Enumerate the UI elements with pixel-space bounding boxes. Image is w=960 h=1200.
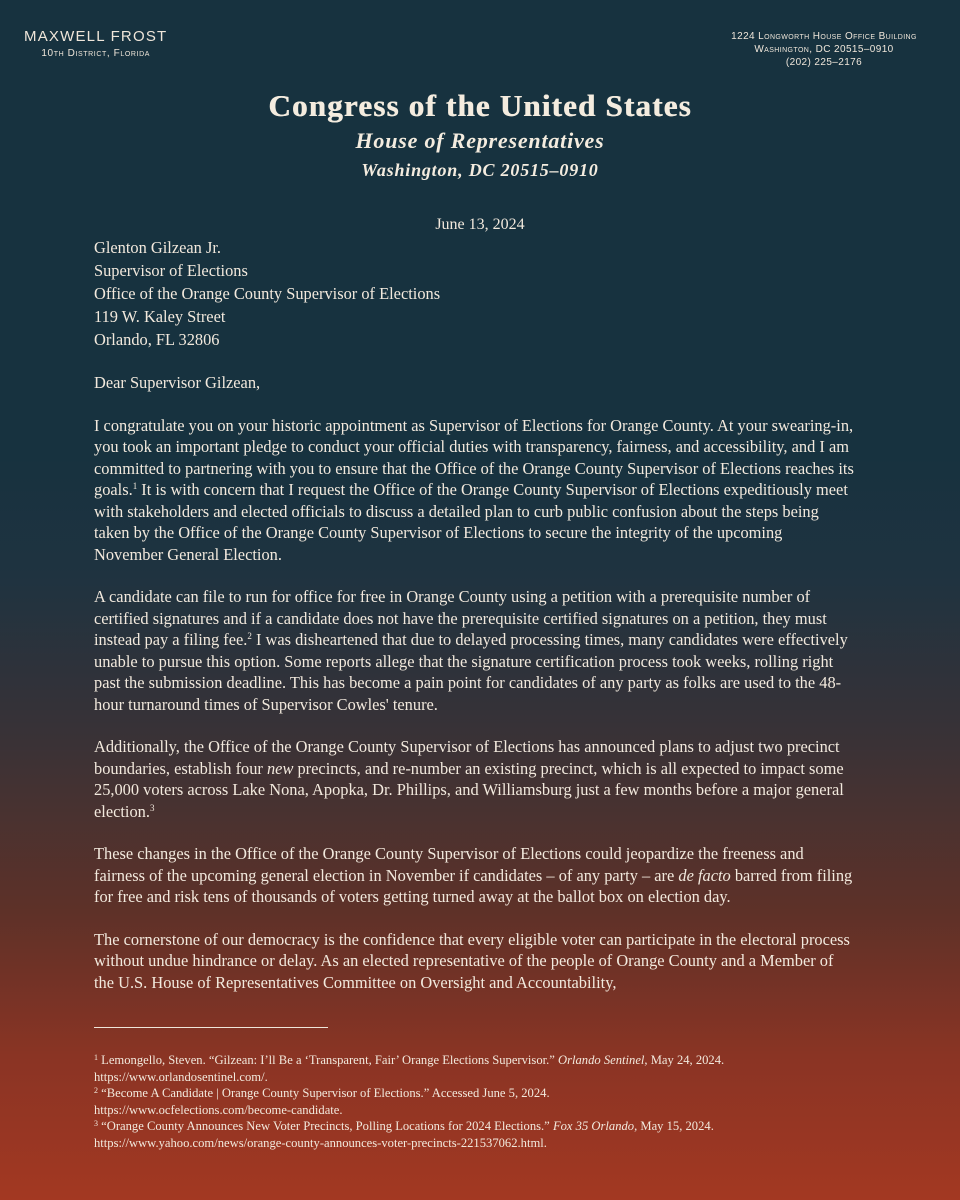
recipient-name: Glenton Gilzean Jr. [94,238,221,257]
sender-district: 10th District, Florida [41,48,150,59]
footnote-3-number: 3 [94,1119,98,1129]
footnote-3-url[interactable]: https://www.yahoo.com/news/orange-county-announces-voter-precincts-221537062.html. [94,1135,547,1150]
paragraph-1-part-b: It is with concern that I request the Office of the Orange County Supervisor of Elections expeditiously meet with stakeholders and elected officials to discuss a detailed plan to curb public confusion about the steps being taken by the Office of the Orange County Supervisor of Elections to secure the integrity of the upcoming November General Election. [94,480,848,564]
paragraph-3-part-a: Additionally, the Office of the Orange County Supervisor of Elections has announced plans to adjust two precinct boundaries, establish four [94,737,840,778]
salutation: Dear Supervisor Gilzean, [94,373,261,392]
footnote-2-number: 2 [94,1086,98,1096]
paragraph-4-part-b: barred from filing for free and risk tens of thousands of voters getting turned away at the ballot box on election day. [94,865,853,906]
footnotes [94,1052,864,1152]
footnote-3 [94,1118,864,1135]
recipient-street: 119 W. Kaley Street [94,307,226,326]
recipient-office: Office of the Orange County Supervisor of Elections [94,284,441,303]
paragraph-2-part-b: I was disheartened that due to delayed processing times, many candidates were effectively unable to pursue this option. Some reports allege that the signature certification process took weeks, rolling right past the submission deadline. This has become a pain point for candidates of any party as folks are used to the 48-hour turnaround times of Supervisor Cowles' tenure. [94,630,848,714]
paragraph-5-text: The cornerstone of our democracy is the confidence that every eligible voter can participate in the electoral process without undue hindrance or delay. As an elected representative of the people of Orange County and a Member of the U.S. House of Representatives Committee on Oversight and Accountability, [94,929,850,992]
paragraph-1-part-a: I congratulate you on your historic appointment as Supervisor of Elections for Orange County. At your swearing-in, you took an important pledge to conduct your official duties with transparency, fairness, and accessibility, and I am committed to partnering with you to ensure that the Office of the Orange County Supervisor of Elections reaches its goals. [94,415,854,499]
footnote-1 [94,1052,864,1069]
paragraph-3-part-b: precincts, and re-number an existing precinct, which is all expected to impact some 25,000 voters across Lake Nona, Apopka, Dr. Phillips, and Williamsburg just a few months before a major general election. [94,758,844,821]
letter-body [94,236,854,993]
footnote-1-text-b: , May 24, 2024. [644,1053,725,1067]
footnote-2 [94,1085,864,1102]
paragraph-2-part-a: A candidate can file to run for office for free in Orange County using a petition with a prerequisite number of certified signatures and if a candidate does not have the prerequisite certified signatures on a petition, they must instead pay a filing fee. [94,587,827,649]
recipient-address [94,236,854,351]
footnote-3-source: Fox 35 Orlando [552,1119,635,1134]
paragraph-2 [94,586,854,715]
paragraph-4-part-a: These changes in the Office of the Orange County Supervisor of Elections could jeopardize the freeness and fairness of the upcoming general election in November if candidates – of any party – are [94,844,804,885]
footnote-1-source: Orlando Sentinel [558,1053,645,1067]
office-address-line1: 1224 Longworth House Office Building [731,31,917,42]
footnote-3-text-b: , May 15, 2024. [634,1119,714,1134]
office-address-block [714,30,934,69]
paragraph-4-emphasis: de facto [678,865,731,885]
office-address-line2: Washington, DC 20515–0910 [754,44,894,55]
paragraph-3-emphasis: new [266,758,294,778]
footnote-divider [94,1027,328,1028]
footnote-2-text: “Become A Candidate | Orange County Supervisor of Elections.” Accessed June 5, 2024. [98,1086,550,1101]
recipient-title: Supervisor of Elections [94,261,248,280]
footnote-3-text-a: “Orange County Announces New Voter Precincts, Polling Locations for 2024 Elections.” [98,1119,553,1134]
footnote-1-number: 1 [94,1053,98,1062]
paragraph-3 [94,736,854,822]
letterhead [0,88,960,181]
footnote-ref-3: 3 [149,802,155,813]
letter-date: June 13, 2024 [435,216,525,233]
recipient-city: Orlando, FL 32806 [94,330,220,349]
paragraph-5 [94,929,854,994]
letterhead-city: Washington, DC 20515–0910 [361,160,599,180]
footnote-2-url[interactable]: https://www.ocfelections.com/become-candidate. [94,1102,343,1117]
sender-name: MAXWELL FROST [24,28,168,45]
sender-block [24,28,167,59]
footnote-1-url[interactable]: https://www.orlandosentinel.com/. [94,1069,268,1084]
paragraph-1 [94,415,854,566]
footnote-ref-1: 1 [132,481,138,491]
letterhead-house: House of Representatives [355,128,605,153]
office-phone: (202) 225–2176 [785,57,863,68]
letterhead-congress: Congress of the United States [268,88,692,123]
paragraph-4 [94,843,854,908]
footnote-1-text-a: Lemongello, Steven. “Gilzean: I’ll Be a ‘Transparent, Fair’ Orange Elections Supervisor.” [98,1053,559,1067]
footnote-ref-2: 2 [247,631,252,641]
